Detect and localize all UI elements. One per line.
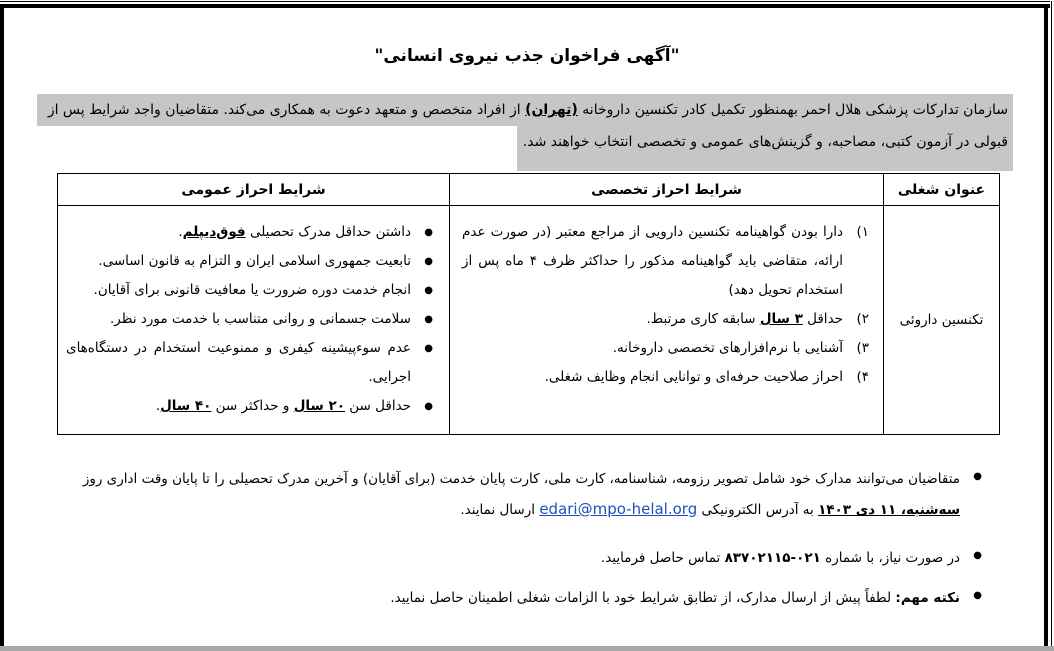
intro-line-1	[37, 94, 1013, 126]
note-important	[37, 583, 982, 613]
item-text: احراز صلاحیت حرفه‌ای و توانایی انجام وظایف شغلی.	[544, 369, 843, 385]
specialized-cell	[450, 206, 884, 435]
text-part: تماس حاصل فرمایید.	[600, 550, 725, 566]
intro-text-before: سازمان تدارکات پزشکی هلال احمر بهمنظور تکمیل کادر تکنسین داروخانه	[577, 102, 1008, 118]
item-number: ۱)	[856, 224, 869, 240]
text-part: .	[155, 398, 161, 414]
list-item	[462, 334, 869, 363]
bullet-icon: ●	[424, 285, 433, 296]
bullet-icon: ●	[424, 256, 433, 267]
text-part: به آدرس الکترونیکی	[697, 502, 819, 518]
list-item	[66, 276, 433, 305]
text-part: متقاضیان می‌توانند مدارک خود شامل تصویر رزومه، شناسنامه، کارت ملی، کارت پایان خدمت (برای آقایان) و آخرین مدرک تحصیلی را تا پایان وقت اداری روز	[82, 471, 960, 487]
specialized-list	[462, 218, 869, 392]
item-text	[66, 218, 411, 247]
bullet-icon: ●	[973, 590, 982, 601]
notes-section	[37, 464, 982, 613]
degree-highlight: فوق‌دیپلم	[182, 224, 246, 240]
table-header-row	[58, 174, 1000, 206]
text-part: و حداکثر سن	[211, 398, 294, 414]
bullet-icon: ●	[424, 343, 433, 354]
list-item	[462, 363, 869, 392]
header-specialized: شرایط احراز تخصصی	[450, 174, 884, 206]
frame-border-right-thin	[1051, 1, 1052, 648]
page-title: "آگهی فراخوان جذب نیروی انسانی"	[374, 46, 680, 66]
text-part: حداقل سن	[344, 398, 411, 414]
bullet-icon: ●	[424, 227, 433, 238]
list-item	[66, 334, 433, 392]
email-link[interactable]: edari@mpo-helal.org	[539, 500, 698, 518]
job-title-cell: تکنسین داروئی	[884, 206, 1000, 435]
item-number: ۳)	[856, 340, 869, 356]
list-item	[66, 218, 433, 247]
item-text: آشنایی با نرم‌افزارهای تخصصی داروخانه.	[612, 340, 843, 356]
location-highlight: (تهران)	[525, 102, 578, 118]
item-number: ۴)	[856, 369, 869, 385]
text-part: داشتن حداقل مدرک تحصیلی	[245, 224, 411, 240]
note-text	[37, 583, 960, 613]
list-item	[462, 218, 869, 305]
min-age-highlight: ۲۰ سال	[293, 398, 345, 414]
item-number: ۲)	[856, 311, 869, 327]
requirements-table	[57, 173, 1000, 435]
table-row	[58, 206, 1000, 435]
frame-border-right-thick	[1044, 4, 1048, 648]
phone-number: ۰۲۱-۸۳۷۰۲۱۱۵	[724, 550, 821, 566]
item-text	[66, 392, 411, 421]
header-job-title: عنوان شغلی	[884, 174, 1000, 206]
intro-text-after: از افراد متخصص و متعهد دعوت به همکاری می‌کند. متقاضیان واجد شرایط پس از	[47, 102, 526, 118]
item-text	[462, 305, 843, 334]
general-cell	[58, 206, 450, 435]
item-text: دارا بودن گواهینامه تکنسین دارویی از مراجع معتبر (در صورت عدم ارائه، متقاضی باید گواهینامه مذکور را حداکثر ظرف ۴ ماه پس از استخدام تحویل دهد)	[462, 224, 843, 298]
text-part: سابقه کاری مرتبط.	[646, 311, 760, 327]
intro-line-2: قبولی در آزمون کتبی، مصاحبه، و گزینش‌های عمومی و تخصصی انتخاب خواهند شد.	[517, 126, 1013, 171]
note-contact	[37, 543, 982, 573]
bullet-icon: ●	[424, 401, 433, 412]
experience-highlight: ۳ سال	[759, 311, 803, 327]
item-text: انجام خدمت دوره ضرورت یا معافیت قانونی برای آقایان.	[93, 282, 411, 298]
frame-border-top-thin	[0, 1, 1050, 2]
text-part: حداقل	[802, 311, 843, 327]
max-age-highlight: ۴۰ سال	[160, 398, 212, 414]
bullet-icon: ●	[424, 314, 433, 325]
text-part: در صورت نیاز، با شماره	[820, 550, 960, 566]
header-general: شرایط احراز عمومی	[58, 174, 450, 206]
list-item	[462, 305, 869, 334]
intro-line-2-wrap	[37, 126, 1013, 171]
bullet-icon: ●	[973, 550, 982, 561]
text-part: .	[178, 224, 183, 240]
note-text	[37, 464, 960, 525]
deadline-highlight: سه‌شنبه، ۱۱ دی ۱۴۰۳	[818, 502, 960, 518]
text-part: ارسال نمایند.	[460, 502, 540, 518]
note-text	[37, 543, 960, 573]
intro-paragraph	[37, 94, 1013, 171]
list-item	[66, 305, 433, 334]
bullet-icon: ●	[973, 471, 982, 482]
bottom-scroll-edge	[0, 646, 1054, 651]
text-part: لطفاً پیش از ارسال مدارک، از تطابق شرایط خود با الزامات شغلی اطمینان حاصل نمایید.	[390, 590, 896, 606]
item-text: عدم سوءپیشینه کیفری و ممنوعیت استخدام در دستگاه‌های اجرایی.	[66, 340, 411, 385]
list-item	[66, 392, 433, 421]
list-item	[66, 247, 433, 276]
item-text: سلامت جسمانی و روانی متناسب با خدمت مورد نظر.	[110, 311, 411, 327]
frame-border-top-thick	[0, 4, 1050, 8]
item-text: تابعیت جمهوری اسلامی ایران و التزام به قانون اساسی.	[98, 253, 411, 269]
frame-border-left	[0, 4, 4, 648]
general-list	[66, 218, 433, 421]
note-submission	[37, 464, 982, 525]
important-label: نکته مهم:	[895, 590, 960, 606]
